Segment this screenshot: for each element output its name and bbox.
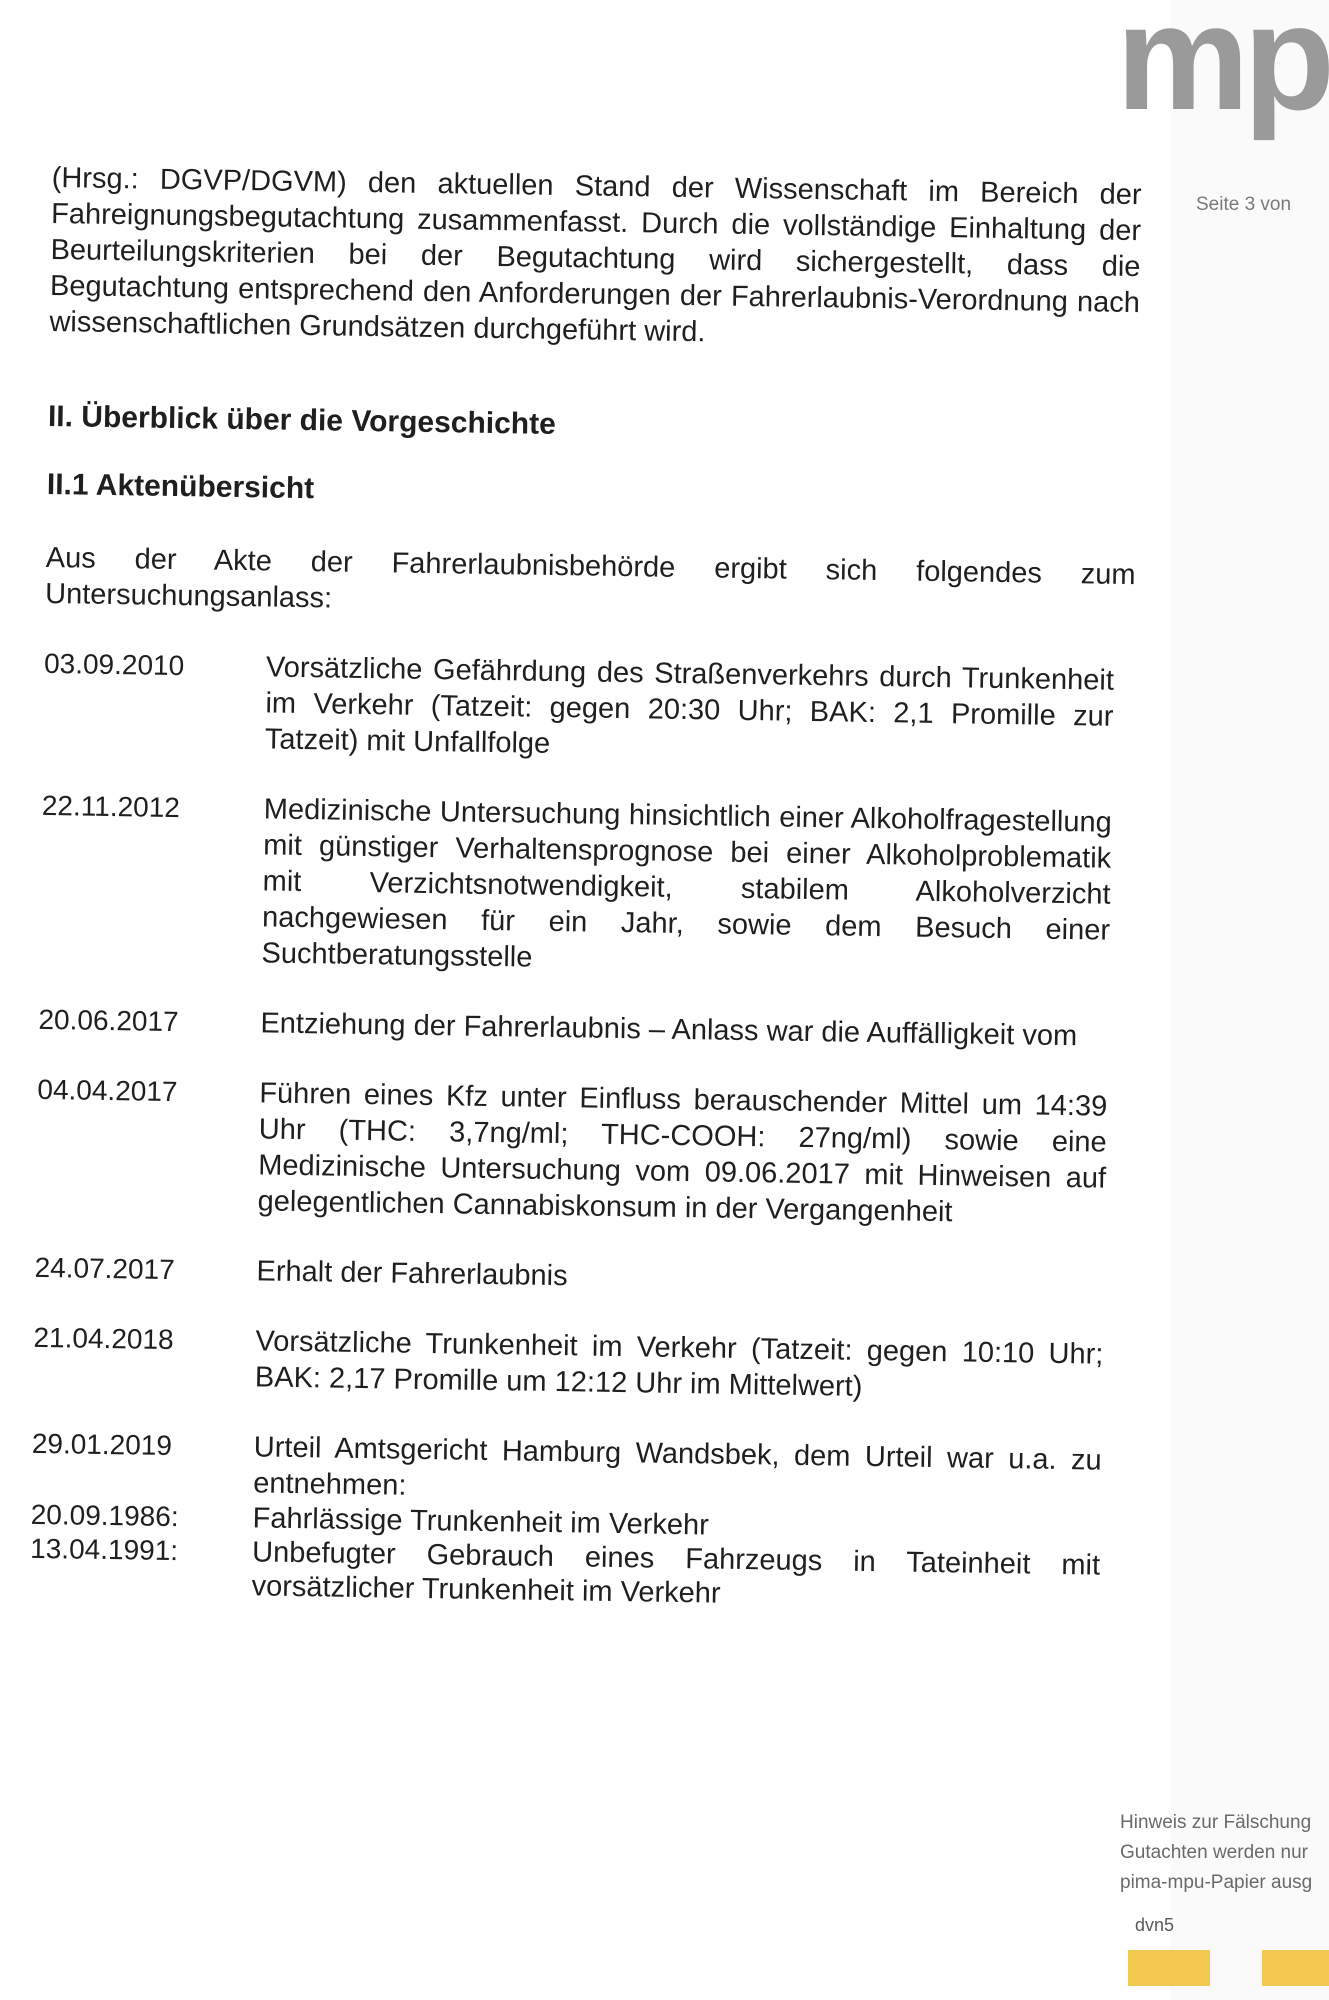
event-date: 04.04.2017: [37, 1073, 178, 1108]
event-row: [35, 1072, 1127, 1233]
subevent-text: Unbefugter Gebrauch eines Fahrzeugs in Tateinheit mit vorsätzlicher Trunkenheit im Verkehr: [251, 1536, 1101, 1610]
page-indicator: Seite 3 von: [1196, 194, 1292, 215]
subsection-heading: II.1 Aktenübersicht: [46, 467, 315, 506]
event-row: [38, 1002, 1128, 1055]
document-body: [29, 160, 1141, 1617]
event-text: Entziehung der Fahrerlaubnis – Anlass war die Auffälligkeit vom: [260, 1007, 1078, 1053]
subevent-date: 20.09.1986:: [30, 1498, 179, 1533]
forgery-notice-line: pima-mpu-Papier ausg: [1120, 1872, 1313, 1893]
subevent-text: Fahrlässige Trunkenheit im Verkehr: [252, 1502, 710, 1542]
sidebar-strip: [1170, 0, 1329, 2000]
footer-code: dvn5: [1135, 1915, 1175, 1935]
intro-paragraph: (Hrsg.: DGVP/DGVM) den aktuellen Stand der Wissenschaft im Bereich der Fahreignungsbegutachtung zusammenfasst. Durch die vollständige Einhaltung der Beurteilungskriterien bei der Begutachtung wird sichergestellt, dass die Begutachtung entsprechend den Anforderungen der Fahrerlaubnis-Verordnung nach wissenschaftlichen Grundsätzen durchgeführt wird.: [49, 161, 1142, 349]
event-date: 21.04.2018: [33, 1321, 174, 1356]
forgery-notice: [1120, 1808, 1312, 1898]
event-date: 24.07.2017: [34, 1251, 175, 1286]
event-text: Führen eines Kfz unter Einfluss berauschender Mittel um 14:39 Uhr (THC: 3,7ng/ml; THC-COOH: 27ng/ml) sowie eine Medizinische Untersuchung vom 09.06.2017 mit Hinweisen auf gelegentlichen Cannabiskonsum in der Vergangenheit: [257, 1077, 1108, 1229]
subevent-date: 13.04.1991:: [29, 1532, 179, 1567]
event-text: Medizinische Untersuchung hinsichtlich einer Alkoholfragestellung mit günstiger Verhaltensprognose bei einer Alkoholproblematik mit Verzichtsnotwendigkeit, stabilem Alkoholverzicht nachgewiesen für ein Jahr, sowie dem Besuch einer Suchtberatungsstelle: [261, 793, 1112, 974]
lead-paragraph: Aus der Akte der Fahrerlaubnisbehörde ergibt sich folgendes zum Untersuchungsanlass:: [44, 541, 1136, 615]
accent-bar-right: [1262, 1950, 1329, 1986]
event-text: Urteil Amtsgericht Hamburg Wandsbek, dem Urteil war u.a. zu entnehmen:: [252, 1431, 1102, 1502]
event-date: 22.11.2012: [41, 789, 181, 824]
event-text: Erhalt der Fahrerlaubnis: [256, 1255, 568, 1293]
event-date: 29.01.2019: [31, 1427, 173, 1462]
event-date: 03.09.2010: [43, 647, 185, 682]
event-row: [33, 1320, 1124, 1409]
event-row: [34, 1250, 1124, 1303]
forgery-notice-line: Hinweis zur Fälschung: [1120, 1812, 1312, 1833]
event-row: [39, 788, 1132, 985]
accent-bar-left: [1128, 1950, 1210, 1986]
event-text: Vorsätzliche Gefährdung des Straßenverkehrs durch Trunkenheit im Verkehr (Tatzeit: gegen 20:30 Uhr; BAK: 2,1 Promille zur Tatzeit) mit Unfallfolge: [264, 651, 1115, 760]
event-date: 20.06.2017: [38, 1003, 179, 1038]
logo: mp: [1116, 0, 1329, 141]
event-text: Vorsätzliche Trunkenheit im Verkehr (Tatzeit: gegen 10:10 Uhr; BAK: 2,17 Promille um 12:12 Uhr im Mittelwert): [254, 1325, 1104, 1403]
event-list: [29, 646, 1134, 1617]
forgery-notice-line: Gutachten werden nur: [1120, 1842, 1309, 1863]
event-row: [43, 646, 1135, 771]
section-heading: II. Überblick über die Vorgeschichte: [47, 399, 557, 441]
